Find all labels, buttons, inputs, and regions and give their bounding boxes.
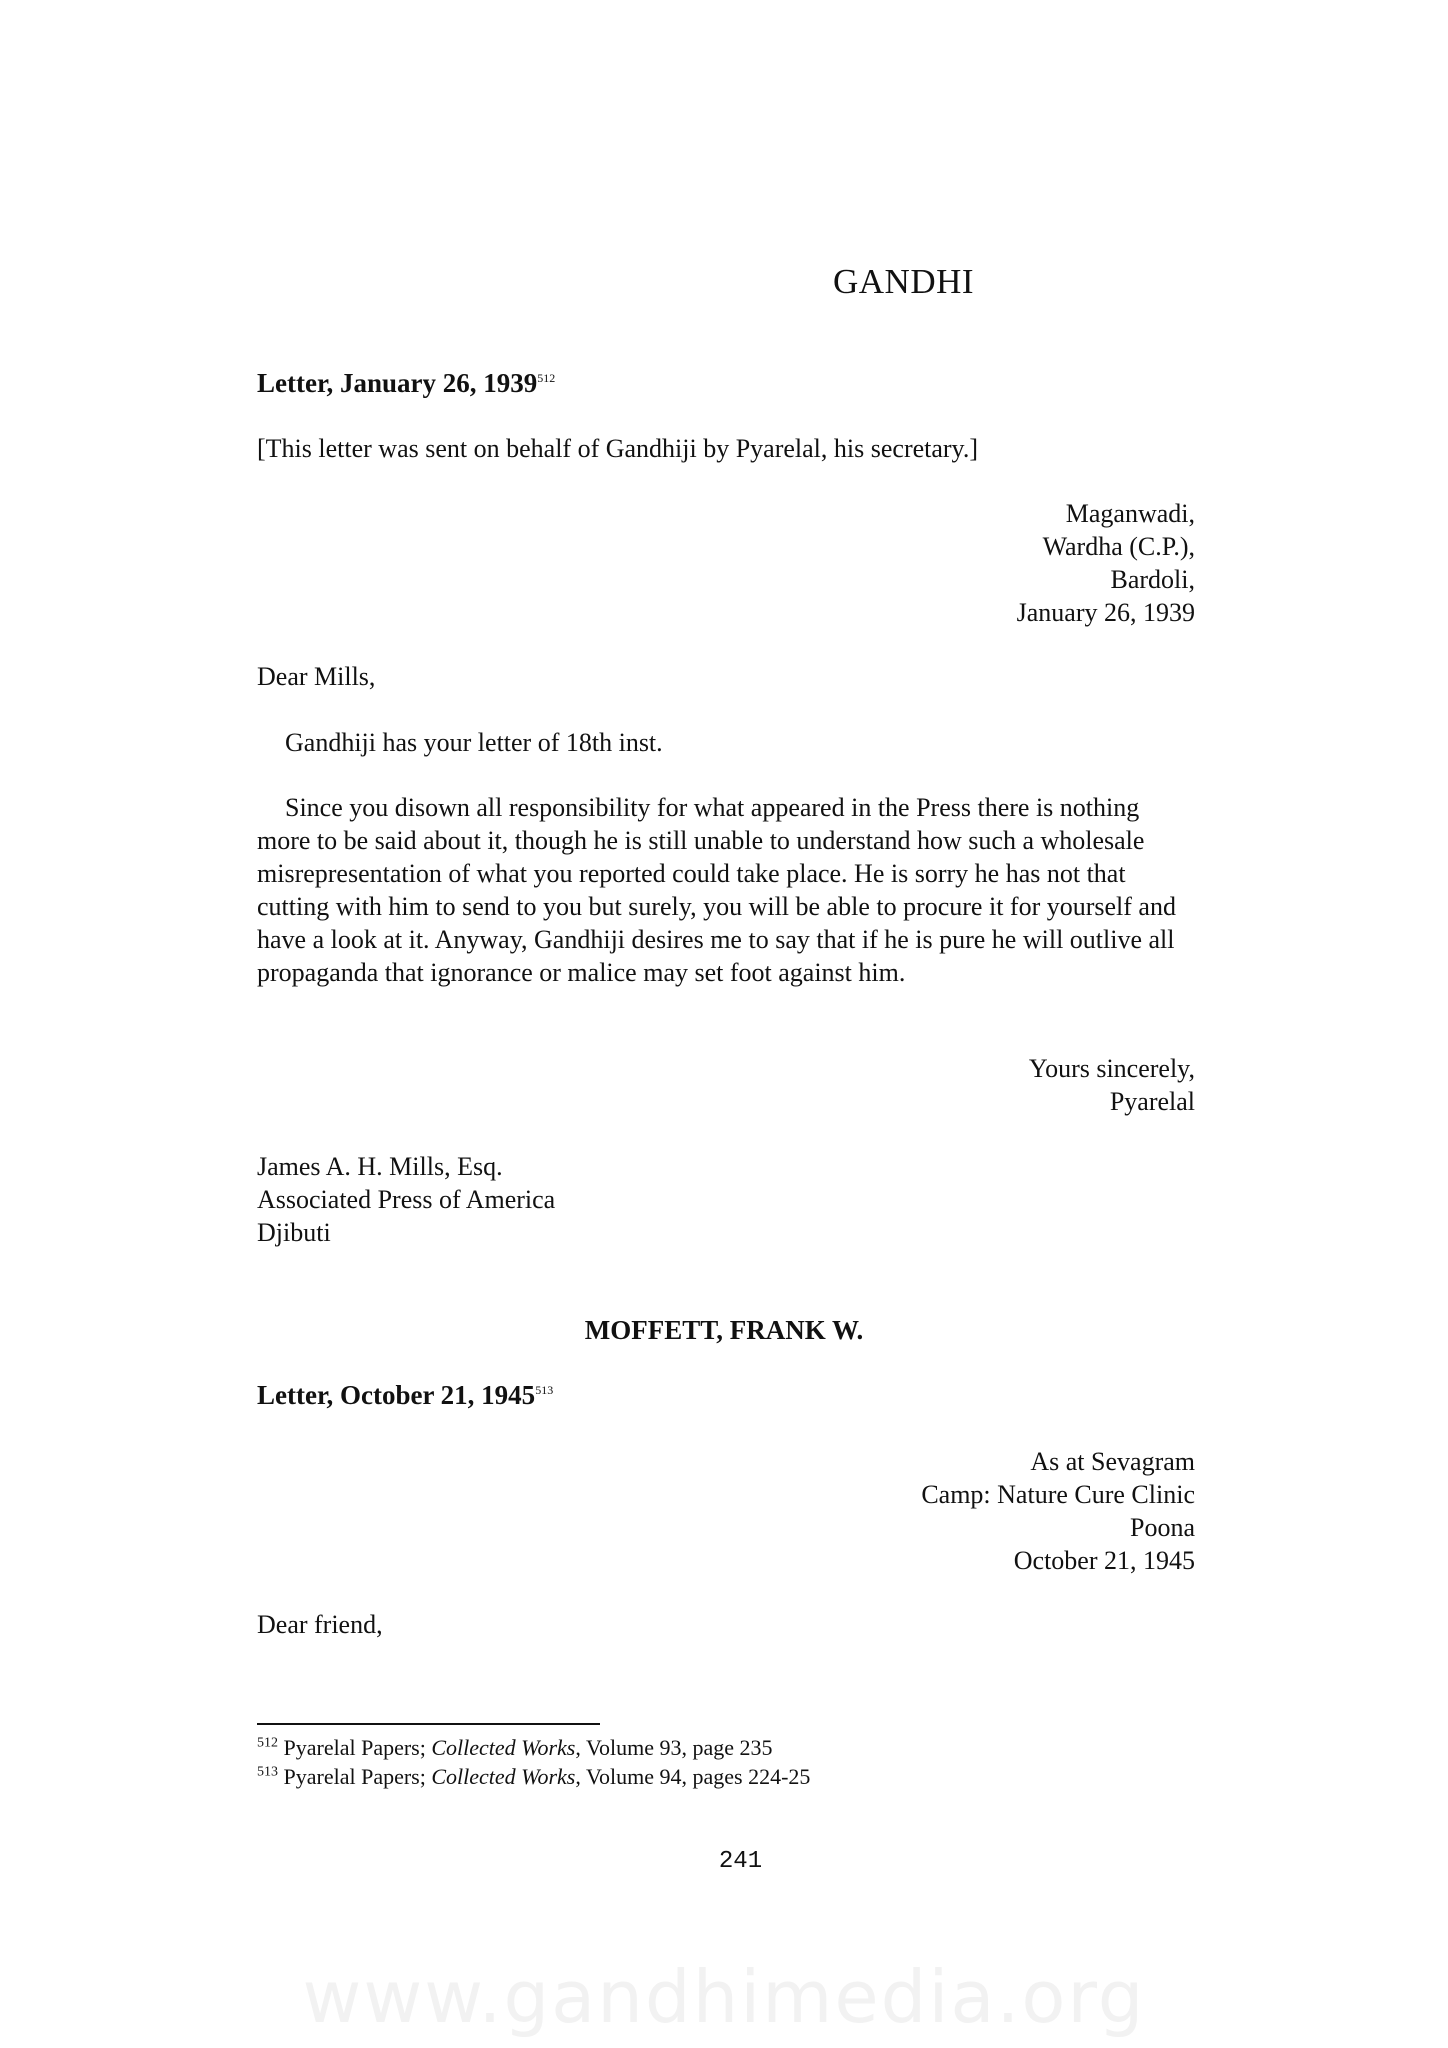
letter1-recipient: [257, 1150, 555, 1249]
footnote-prefix: Pyarelal Papers;: [283, 1735, 432, 1760]
letter1-note: [This letter was sent on behalf of Gandhiji by Pyarelal, his secretary.]: [257, 434, 979, 463]
letter2-heading-text: Letter, October 21, 1945: [257, 1380, 536, 1410]
footnote-suffix: , Volume 94, pages 224-25: [575, 1764, 811, 1789]
letter2-address: [921, 1445, 1195, 1577]
footnote-prefix: Pyarelal Papers;: [283, 1764, 432, 1789]
letter2-heading: [257, 1380, 553, 1411]
footnote-512: [257, 1734, 773, 1762]
footnote-suffix: , Volume 93, page 235: [575, 1735, 773, 1760]
letter1-heading-text: Letter, January 26, 1939: [257, 368, 538, 398]
footnote-number: 512: [257, 1735, 278, 1751]
footnote-513: [257, 1763, 810, 1791]
address-line: Wardha (C.P.),: [1042, 532, 1195, 561]
address-line: Camp: Nature Cure Clinic: [921, 1480, 1195, 1509]
letter2-salutation: Dear friend,: [257, 1610, 383, 1639]
letter1-paragraph-2: Since you disown all responsibility for what appeared in the Press there is nothing more to be said about it, though he is still unable to understand how such a wholesale misrepresentation of what you reported could take place. He is sorry he has not that cutting with him to send to you but surely, you will be able to procure it for yourself and have a look at it. Anyway, Gandhiji desires me to say that if he is pure he will outlive all propaganda that ignorance or malice may set foot against him.: [257, 793, 1176, 987]
footnote-work-title: Collected Works: [431, 1764, 576, 1789]
section-title-gandhi: GANDHI: [833, 262, 975, 301]
letter1-heading: [257, 368, 555, 399]
address-line: Maganwadi,: [1065, 499, 1195, 528]
address-line: Bardoli,: [1110, 565, 1195, 594]
footnote-divider: [257, 1723, 600, 1725]
recipient-line: Associated Press of America: [257, 1185, 556, 1214]
closing-line: Pyarelal: [1109, 1087, 1195, 1116]
address-line: As at Sevagram: [1030, 1447, 1195, 1476]
footnote-number: 513: [257, 1764, 278, 1780]
footnote-work-title: Collected Works: [431, 1735, 576, 1760]
address-line: Poona: [1130, 1513, 1195, 1542]
letter1-address: [1017, 497, 1195, 629]
letter1-closing: [1029, 1052, 1195, 1118]
address-line: January 26, 1939: [1016, 598, 1195, 627]
letter1-footnote-ref: 512: [537, 371, 556, 385]
letter1-paragraph-1: Gandhiji has your letter of 18th inst.: [285, 728, 663, 757]
closing-line: Yours sincerely,: [1028, 1054, 1195, 1083]
recipient-line: Djibuti: [257, 1218, 331, 1247]
watermark: www.gandhimedia.org: [302, 1955, 1146, 2039]
letter1-salutation: Dear Mills,: [257, 662, 376, 691]
recipient-line: James A. H. Mills, Esq.: [257, 1152, 503, 1181]
letter2-footnote-ref: 513: [535, 1383, 554, 1397]
address-line: October 21, 1945: [1013, 1546, 1195, 1575]
section-title-moffett: MOFFETT, FRANK W.: [584, 1315, 864, 1345]
page-number: 241: [718, 1848, 763, 1875]
